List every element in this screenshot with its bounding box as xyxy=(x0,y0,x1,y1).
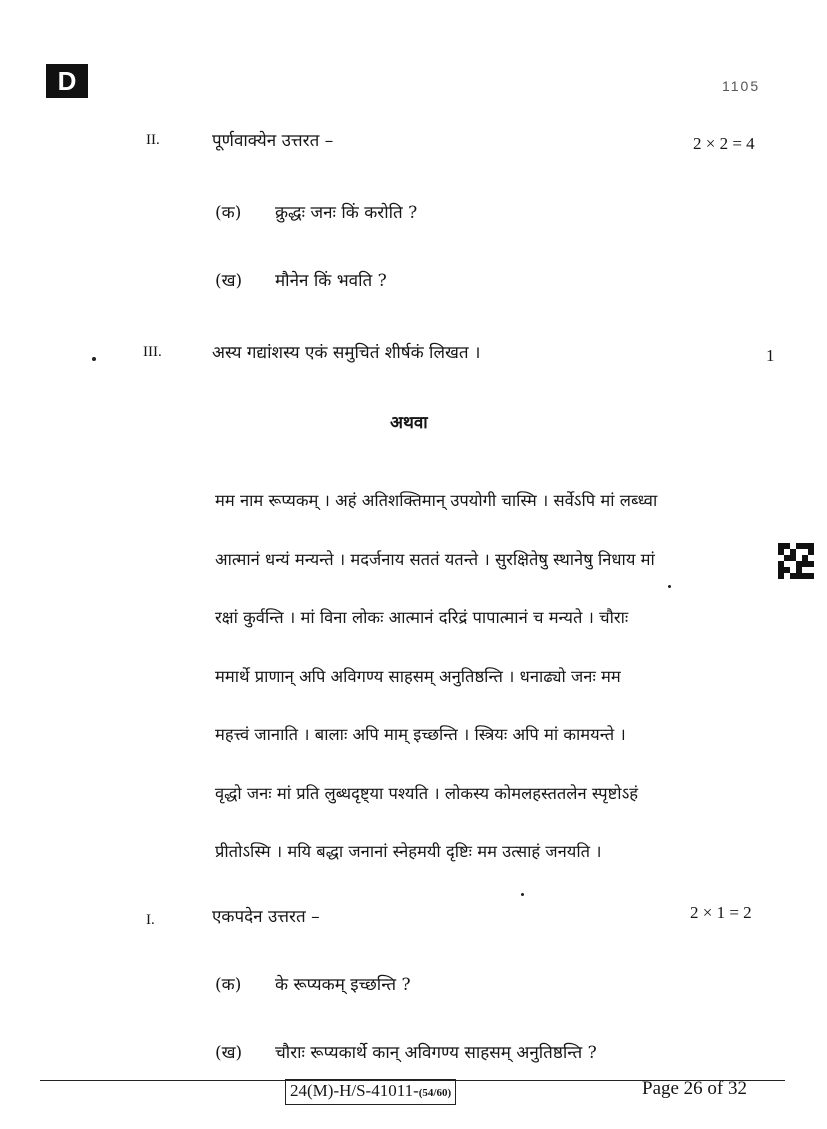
question-1-sub-a xyxy=(215,972,411,995)
scan-speck xyxy=(521,893,524,896)
paper-code xyxy=(285,1079,456,1105)
sub-text: मौनेन किं भवति ? xyxy=(275,271,387,291)
passage xyxy=(215,472,775,882)
question-1-marks: 2 × 1 = 2 xyxy=(690,903,752,922)
paper-code-suffix: (54/60) xyxy=(418,1087,452,1099)
scan-speck xyxy=(668,585,671,588)
passage-line: आत्मानं धन्यं मन्यन्ते । मदर्जनाय सततं यतन्ते । सुरक्षितेषु स्थानेषु निधाय मां xyxy=(215,549,655,569)
sub-text: के रूप्यकम् इच्छन्ति ? xyxy=(275,975,411,995)
sub-text: क्रुद्धः जनः किं करोति ? xyxy=(275,203,418,223)
passage-line: वृद्धो जनः मां प्रति लुब्धदृष्ट्या पश्यति । लोकस्य कोमलहस्ततलेन स्पृष्टोऽहं xyxy=(215,783,639,803)
scan-speck xyxy=(92,357,96,361)
question-2-number: II. xyxy=(146,132,160,148)
passage-line: रक्षां कुर्वन्ति । मां विना लोकः आत्मानं दरिद्रं पापात्मानं च मन्यते । चौराः xyxy=(215,608,629,627)
passage-line: ममार्थे प्राणान् अपि अविगण्य साहसम् अनुतिष्ठन्ति । धनाढ्यो जनः मम xyxy=(215,666,621,686)
paper-code-main: 24(M)-H/S-41011- xyxy=(290,1081,419,1100)
question-3-text: अस्य गद्यांशस्य एकं समुचितं शीर्षकं लिखत । xyxy=(212,343,481,363)
question-2-sub-a xyxy=(215,200,417,223)
sub-label: (ख) xyxy=(215,271,243,291)
question-2-marks: 2 × 2 = 4 xyxy=(693,134,755,153)
question-3-marks: 1 xyxy=(766,346,775,365)
passage-line: महत्त्वं जानाति । बालाः अपि माम् इच्छन्ति । स्त्रियः अपि मां कामयन्ते । xyxy=(215,725,626,744)
passage-line: प्रीतोऽस्मि । मयि बद्धा जनानां स्नेहमयी दृष्टिः मम उत्साहं जनयति । xyxy=(215,842,602,861)
passage-line: मम नाम रूप्यकम् । अहं अतिशक्तिमान् उपयोगी चास्मि । सर्वेऽपि मां लब्ध्वा xyxy=(215,491,658,510)
paper-set-badge: D xyxy=(46,64,88,98)
qr-code-icon xyxy=(778,543,814,579)
or-heading: अथवा xyxy=(390,413,428,433)
sub-label: (ख) xyxy=(215,1043,243,1063)
question-1-number: I. xyxy=(146,912,155,928)
sub-text: चौराः रूप्यकार्थे कान् अविगण्य साहसम् अनुतिष्ठन्ति ? xyxy=(275,1043,597,1063)
sub-label: (क) xyxy=(215,203,242,223)
page-number: Page 26 of 32 xyxy=(642,1078,748,1099)
page-corner-number: 1105 xyxy=(722,78,761,94)
sub-label: (क) xyxy=(215,975,242,995)
question-2-sub-b xyxy=(215,268,387,291)
question-1-sub-b xyxy=(215,1040,597,1063)
question-2-text: पूर्णवाक्येन उत्तरत – xyxy=(212,131,334,151)
question-3-number: III. xyxy=(143,344,162,360)
question-1-text: एकपदेन उत्तरत – xyxy=(212,907,320,927)
